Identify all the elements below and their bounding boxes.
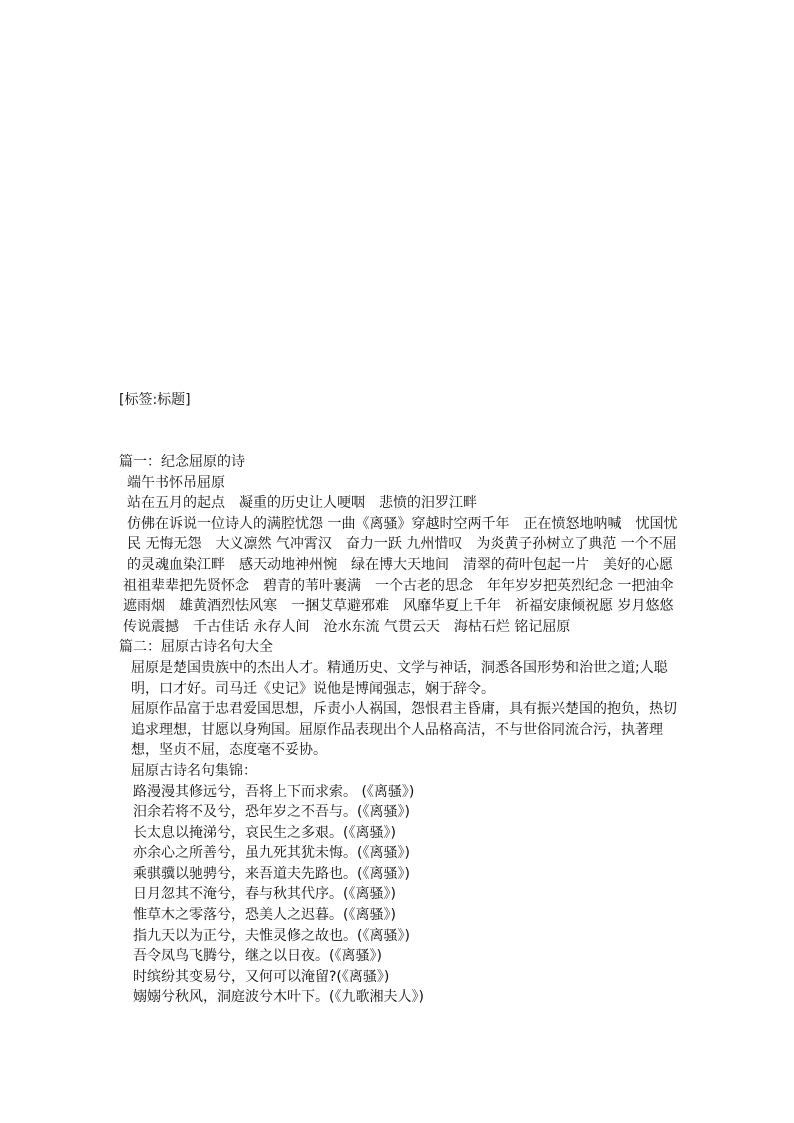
intro-paragraph: 屈原是楚国贵族中的杰出人才。精通历史、文学与神话，洞悉各国形势和治世之道;人聪明，口才好。司马迁《史记》说他是博闻强志，娴于辞令。 [131, 659, 668, 697]
quote-line: 亦余心之所善兮，虽九死其犹未悔。(《离骚》) [133, 845, 410, 862]
poem-paragraph: 祖祖辈辈把先贤怀念 碧青的苇叶裹满 一个古老的思念 年年岁岁把英烈纪念 一把油伞遮雨烟 雄黄酒烈怯风寒 一捆艾草避邪难 风靡华夏上千年 祈福安康倾祝愿 岁月悠悠传说震撼 千古佳话 永存人间 沧水东流 气贯云天 海枯石烂 铭记屈原 [123, 577, 674, 635]
poem-paragraph: 仿佛在诉说一位诗人的满腔忧怨 一曲《离骚》穿越时空两千年 正在愤怒地呐喊 忧国忧民 无悔无怨 大义凛然 气冲霄汉 奋力一跃 九州惜叹 为炎黄子孙树立了典范 一个不屈的灵魂血染江畔 感天动地神州惋 绿在博大天地间 清翠的荷叶包起一片 美好的心愿 [127, 515, 678, 573]
tag-title: [标签:标题] [119, 392, 191, 408]
quote-line: 嫋嫋兮秋风，洞庭波兮木叶下。(《九歌湘夫人》) [133, 989, 424, 1006]
article-body [119, 452, 679, 1008]
quote-line: 时缤纷其变易兮，又何可以淹留?(《离骚》) [133, 968, 390, 985]
part2-heading: 篇二：屈原古诗名句大全 [119, 639, 273, 656]
poem-title: 端午书怀吊屈原 [127, 474, 225, 491]
quote-line: 指九天以为正兮，夫惟灵修之故也。(《离骚》) [133, 927, 410, 944]
poem-line: 站在五月的起点 凝重的历史让人哽咽 悲愤的汨罗江畔 [127, 495, 477, 512]
quote-line: 乘骐骥以驰骋兮，来吾道夫先路也。(《离骚》) [133, 865, 410, 882]
quote-line: 吾令凤鸟飞腾兮，继之以日夜。(《离骚》) [133, 948, 382, 965]
part1-heading: 篇一：纪念屈原的诗 [119, 454, 245, 470]
intro-paragraph: 屈原作品富于忠君爱国思想，斥责小人祸国，怨恨君主昏庸，具有振兴楚国的抱负，热切追求理想，甘愿以身殉国。屈原作品表现出个人品格高洁，不与世俗同流合污，执著理想，坚贞不屈，态度毫不妥协。 [131, 701, 677, 759]
quote-line: 长太息以掩涕兮，哀民生之多艰。(《离骚》) [133, 824, 396, 841]
quote-line: 汨余若将不及兮，恐年岁之不吾与。(《离骚》) [133, 804, 410, 821]
quote-line: 惟草木之零落兮，恐美人之迟暮。(《离骚》) [133, 907, 396, 924]
quote-line: 路漫漫其修远兮，吾将上下而求索。 (《离骚》) [133, 783, 415, 800]
collection-heading: 屈原古诗名句集锦： [131, 762, 257, 779]
quote-line: 日月忽其不淹兮，春与秋其代序。(《离骚》) [133, 886, 396, 903]
